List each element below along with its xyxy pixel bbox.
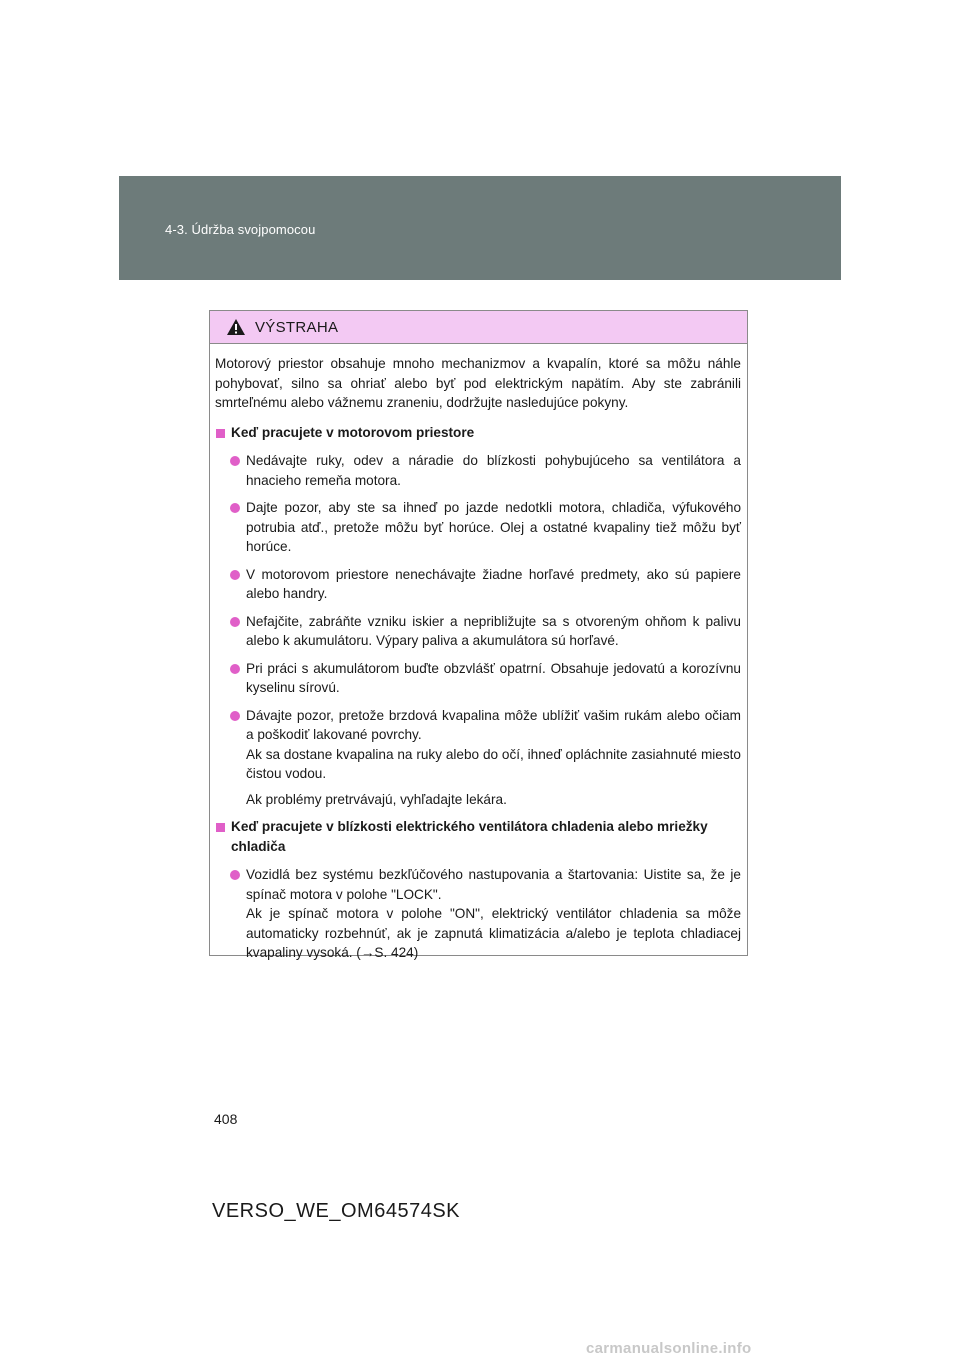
round-bullet-icon bbox=[230, 617, 240, 627]
list-item bbox=[215, 612, 741, 651]
round-bullet-icon bbox=[230, 664, 240, 674]
square-bullet-icon bbox=[216, 823, 225, 832]
list-item-text: Pri práci s akumulátorom buďte obzvlášť opatrní. Obsahuje jedovatú a korozívnu kyselinu sírovú. bbox=[246, 660, 741, 695]
list-item-text: Ak problémy pretrvávajú, vyhľadajte lekára. bbox=[246, 791, 507, 807]
list-item-text: Dajte pozor, aby ste sa ihneď po jazde nedotkli motora, chladiča, výfukového potrubia atď., pretože môžu byť horúce. Olej a ostatné kvapaliny tiež môžu byť horúce. bbox=[246, 500, 741, 554]
chapter-header bbox=[119, 176, 841, 280]
warning-triangle-icon bbox=[226, 318, 246, 336]
list-item-text: V motorovom priestore nenechávajte žiadne horľavé predmety, ako sú papiere alebo handry. bbox=[246, 566, 741, 601]
list-item-text: Nefajčite, zabráňte vzniku iskier a nepribližujte sa s otvoreným ohňom k palivu alebo k akumulátoru. Výpary paliva a akumulátora sú horľavé. bbox=[246, 613, 741, 648]
list-item bbox=[215, 659, 741, 698]
round-bullet-icon bbox=[230, 711, 240, 721]
round-bullet-icon bbox=[230, 456, 240, 466]
round-bullet-icon bbox=[230, 570, 240, 580]
list-item-brake-fluid bbox=[215, 706, 741, 810]
warning-intro: Motorový priestor obsahuje mnoho mechanizmov a kvapalín, ktoré sa môžu náhle pohybovať, silno sa ohriať alebo byť pod elektrickým napätím. Aby ste zabránili smrteľnému alebo vážnemu zraneniu, dodržujte nasledujúce pokyny. bbox=[215, 356, 741, 410]
list-item-text: Vozidlá bez systému bezkľúčového nastupovania a štartovania: Uistite sa, že je spínač motora v polohe "LOCK". bbox=[246, 867, 741, 902]
warning-header bbox=[210, 311, 747, 344]
warning-body bbox=[210, 344, 747, 963]
list-item bbox=[215, 565, 741, 604]
square-bullet-icon bbox=[216, 429, 225, 438]
warning-box bbox=[209, 310, 748, 960]
list-item-text: Nedávajte ruky, odev a náradie do blízkosti pohybujúceho sa ventilátora a hnacieho remeňa motora. bbox=[246, 453, 741, 488]
section-heading-text: Keď pracujete v motorovom priestore bbox=[231, 424, 475, 440]
list-item-text: Ak je spínač motora v polohe "ON", elektrický ventilátor chladenia sa môže automaticky rozbehnúť, ak je zapnutá klimatizácia a/alebo je teplota chladiacej kvapaliny vysoká. (→S. 424) bbox=[246, 906, 741, 960]
page-number: 408 bbox=[214, 1111, 238, 1127]
list-item bbox=[215, 451, 741, 490]
list-item-text: Dávajte pozor, pretože brzdová kvapalina môže ublížiť vašim rukám alebo očiam a poškodiť lakované povrchy. bbox=[246, 707, 741, 742]
list-item-text: Ak sa dostane kvapalina na ruky alebo do očí, ihneď opláchnite zasiahnuté miesto čistou vodou. bbox=[246, 746, 741, 781]
watermark: carmanualsonline.info bbox=[586, 1340, 752, 1357]
round-bullet-icon bbox=[230, 503, 240, 513]
list-item-fan bbox=[215, 865, 741, 963]
section-heading-text: Keď pracujete v blízkosti elektrického ventilátora chladenia alebo mriežky chladiča bbox=[231, 819, 708, 854]
section-heading-fan bbox=[215, 817, 741, 856]
list-item bbox=[215, 498, 741, 557]
chapter-title: 4-3. Údržba svojpomocou bbox=[165, 222, 316, 237]
section-heading-engine bbox=[215, 423, 741, 443]
round-bullet-icon bbox=[230, 870, 240, 880]
document-code: VERSO_WE_OM64574SK bbox=[212, 1200, 460, 1222]
warning-title: VÝSTRAHA bbox=[255, 319, 339, 336]
